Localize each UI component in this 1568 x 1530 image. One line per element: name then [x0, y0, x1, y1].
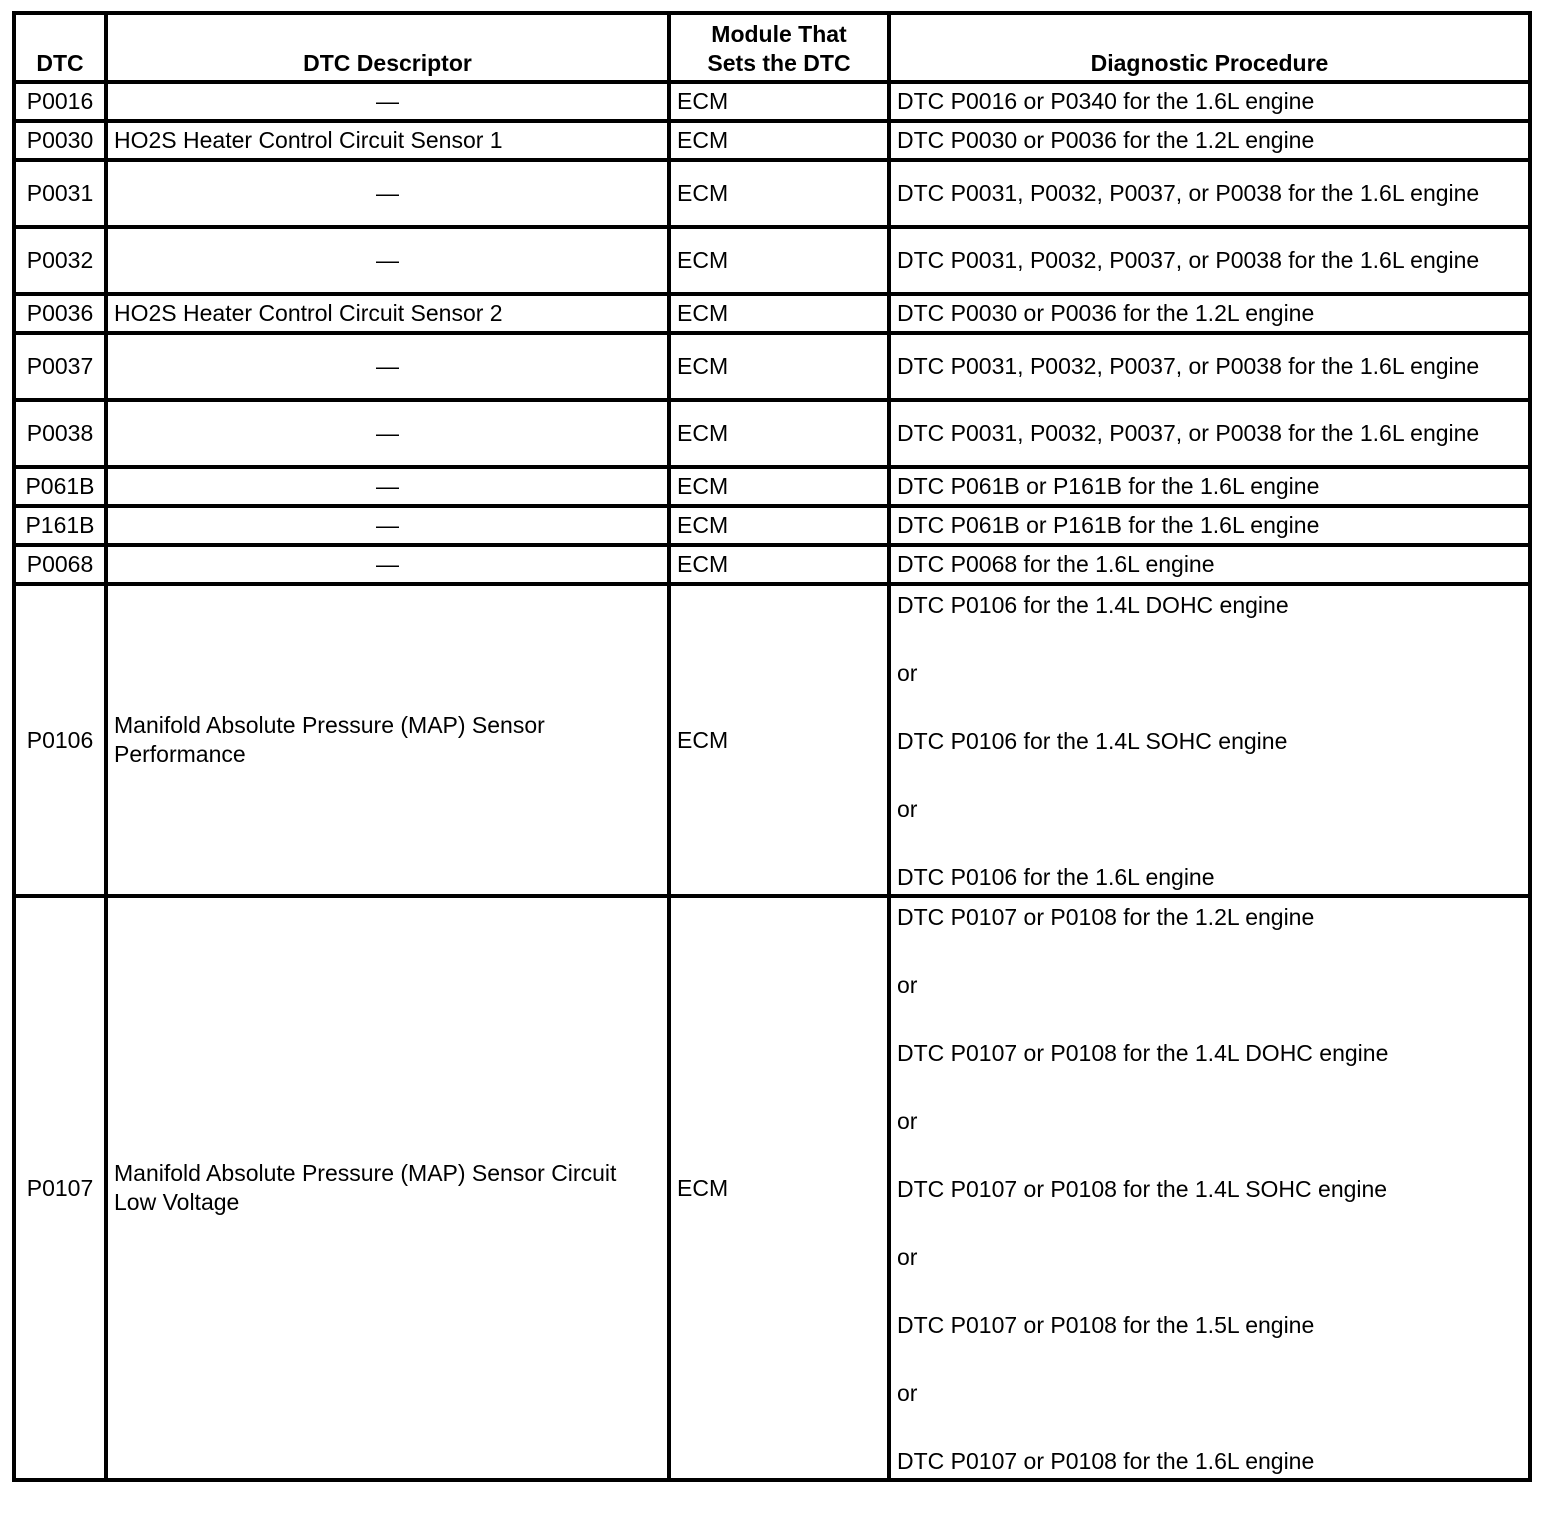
module-cell: ECM — [669, 506, 889, 545]
procedure-link[interactable]: DTC P0106 for the 1.4L DOHC engine — [897, 591, 1289, 618]
procedure-spacer — [897, 1340, 1522, 1379]
procedure-cell — [889, 506, 1530, 545]
procedure-cell — [889, 227, 1530, 294]
module-cell: ECM — [669, 333, 889, 400]
dtc-descriptor-cell: HO2S Heater Control Circuit Sensor 1 — [106, 121, 669, 160]
dtc-code-cell: P161B — [14, 506, 106, 545]
procedure-cell — [889, 294, 1530, 333]
dtc-code-cell: P061B — [14, 467, 106, 506]
header-module-line1: Module That — [711, 21, 847, 47]
table-row — [14, 82, 1530, 121]
table-row — [14, 545, 1530, 584]
module-cell: ECM — [669, 121, 889, 160]
procedure-link[interactable]: DTC P0107 or P0108 for the 1.2L engine — [897, 903, 1315, 930]
procedure-cell — [889, 400, 1530, 467]
procedure-cell — [889, 160, 1530, 227]
dtc-descriptor-cell: — — [106, 82, 669, 121]
header-procedure: Diagnostic Procedure — [889, 13, 1530, 82]
module-cell: ECM — [669, 400, 889, 467]
procedure-link[interactable]: or — [897, 1243, 918, 1270]
dtc-descriptor-cell: — — [106, 545, 669, 584]
table-row — [14, 506, 1530, 545]
table-row — [14, 333, 1530, 400]
procedure-link[interactable]: DTC P0031, P0032, P0037, or P0038 for the 1.6L engine — [897, 180, 1480, 206]
procedure-link[interactable]: or — [897, 795, 918, 822]
header-descriptor: DTC Descriptor — [106, 13, 669, 82]
header-module — [669, 13, 889, 82]
procedure-spacer — [897, 1204, 1522, 1243]
procedure-link[interactable]: DTC P0106 for the 1.4L SOHC engine — [897, 727, 1288, 754]
dtc-descriptor-cell: Manifold Absolute Pressure (MAP) Sensor Performance — [106, 584, 669, 896]
table-row — [14, 160, 1530, 227]
procedure-link[interactable]: or — [897, 1379, 918, 1406]
procedure-link[interactable]: DTC P0107 or P0108 for the 1.4L DOHC engine — [897, 1039, 1389, 1066]
procedure-cell — [889, 896, 1530, 1480]
dtc-code-cell: P0030 — [14, 121, 106, 160]
dtc-code-cell: P0107 — [14, 896, 106, 1480]
dtc-code-cell: P0031 — [14, 160, 106, 227]
dtc-descriptor-cell: — — [106, 160, 669, 227]
dtc-code-cell: P0036 — [14, 294, 106, 333]
module-cell: ECM — [669, 896, 889, 1480]
table-row — [14, 400, 1530, 467]
procedure-spacer — [897, 932, 1522, 971]
procedure-spacer — [897, 1068, 1522, 1107]
module-cell: ECM — [669, 294, 889, 333]
dtc-descriptor-cell: — — [106, 400, 669, 467]
procedure-spacer — [897, 1000, 1522, 1039]
procedure-link[interactable]: DTC P061B or P161B for the 1.6L engine — [897, 473, 1320, 499]
dtc-descriptor-cell: Manifold Absolute Pressure (MAP) Sensor Circuit Low Voltage — [106, 896, 669, 1480]
dtc-code-cell: P0037 — [14, 333, 106, 400]
module-cell: ECM — [669, 584, 889, 896]
module-cell: ECM — [669, 545, 889, 584]
dtc-code-cell: P0016 — [14, 82, 106, 121]
procedure-cell — [889, 333, 1530, 400]
module-cell: ECM — [669, 227, 889, 294]
procedure-link[interactable]: DTC P0030 or P0036 for the 1.2L engine — [897, 300, 1315, 326]
dtc-descriptor-cell: — — [106, 227, 669, 294]
module-cell: ECM — [669, 82, 889, 121]
procedure-spacer — [897, 1408, 1522, 1447]
table-row — [14, 121, 1530, 160]
dtc-descriptor-cell: — — [106, 333, 669, 400]
table-row — [14, 584, 1530, 896]
procedure-link[interactable]: or — [897, 971, 918, 998]
procedure-link[interactable]: DTC P0068 for the 1.6L engine — [897, 551, 1215, 577]
dtc-descriptor-cell: HO2S Heater Control Circuit Sensor 2 — [106, 294, 669, 333]
procedure-spacer — [897, 756, 1522, 795]
dtc-code-cell: P0038 — [14, 400, 106, 467]
procedure-link[interactable]: DTC P0106 for the 1.6L engine — [897, 863, 1215, 890]
procedure-link[interactable]: DTC P0031, P0032, P0037, or P0038 for the 1.6L engine — [897, 353, 1480, 379]
header-row — [14, 13, 1530, 82]
procedure-link[interactable]: DTC P0107 or P0108 for the 1.4L SOHC engine — [897, 1175, 1388, 1202]
procedure-link[interactable]: DTC P0016 or P0340 for the 1.6L engine — [897, 88, 1315, 114]
dtc-descriptor-cell: — — [106, 506, 669, 545]
procedure-spacer — [897, 1272, 1522, 1311]
procedure-cell — [889, 82, 1530, 121]
procedure-cell — [889, 467, 1530, 506]
procedure-link[interactable]: DTC P0031, P0032, P0037, or P0038 for the 1.6L engine — [897, 420, 1480, 446]
table-row — [14, 227, 1530, 294]
procedure-link[interactable]: DTC P0107 or P0108 for the 1.5L engine — [897, 1311, 1315, 1338]
dtc-code-cell: P0032 — [14, 227, 106, 294]
procedure-link[interactable]: or — [897, 659, 918, 686]
dtc-descriptor-cell: — — [106, 467, 669, 506]
dtc-code-cell: P0106 — [14, 584, 106, 896]
procedure-link[interactable]: DTC P0107 or P0108 for the 1.6L engine — [897, 1447, 1315, 1474]
procedure-spacer — [897, 620, 1522, 659]
procedure-link[interactable]: or — [897, 1107, 918, 1134]
table-row — [14, 896, 1530, 1480]
procedure-cell — [889, 545, 1530, 584]
module-cell: ECM — [669, 160, 889, 227]
header-module-line2: Sets the DTC — [707, 50, 851, 76]
procedure-spacer — [897, 1136, 1522, 1175]
procedure-cell — [889, 121, 1530, 160]
header-dtc: DTC — [14, 13, 106, 82]
module-cell: ECM — [669, 467, 889, 506]
procedure-link[interactable]: DTC P061B or P161B for the 1.6L engine — [897, 512, 1320, 538]
procedure-spacer — [897, 824, 1522, 863]
table-row — [14, 467, 1530, 506]
procedure-spacer — [897, 688, 1522, 727]
procedure-link[interactable]: DTC P0030 or P0036 for the 1.2L engine — [897, 127, 1315, 153]
table-row — [14, 294, 1530, 333]
dtc-code-cell: P0068 — [14, 545, 106, 584]
procedure-link[interactable]: DTC P0031, P0032, P0037, or P0038 for the 1.6L engine — [897, 247, 1480, 273]
dtc-table — [12, 11, 1532, 1482]
procedure-cell — [889, 584, 1530, 896]
